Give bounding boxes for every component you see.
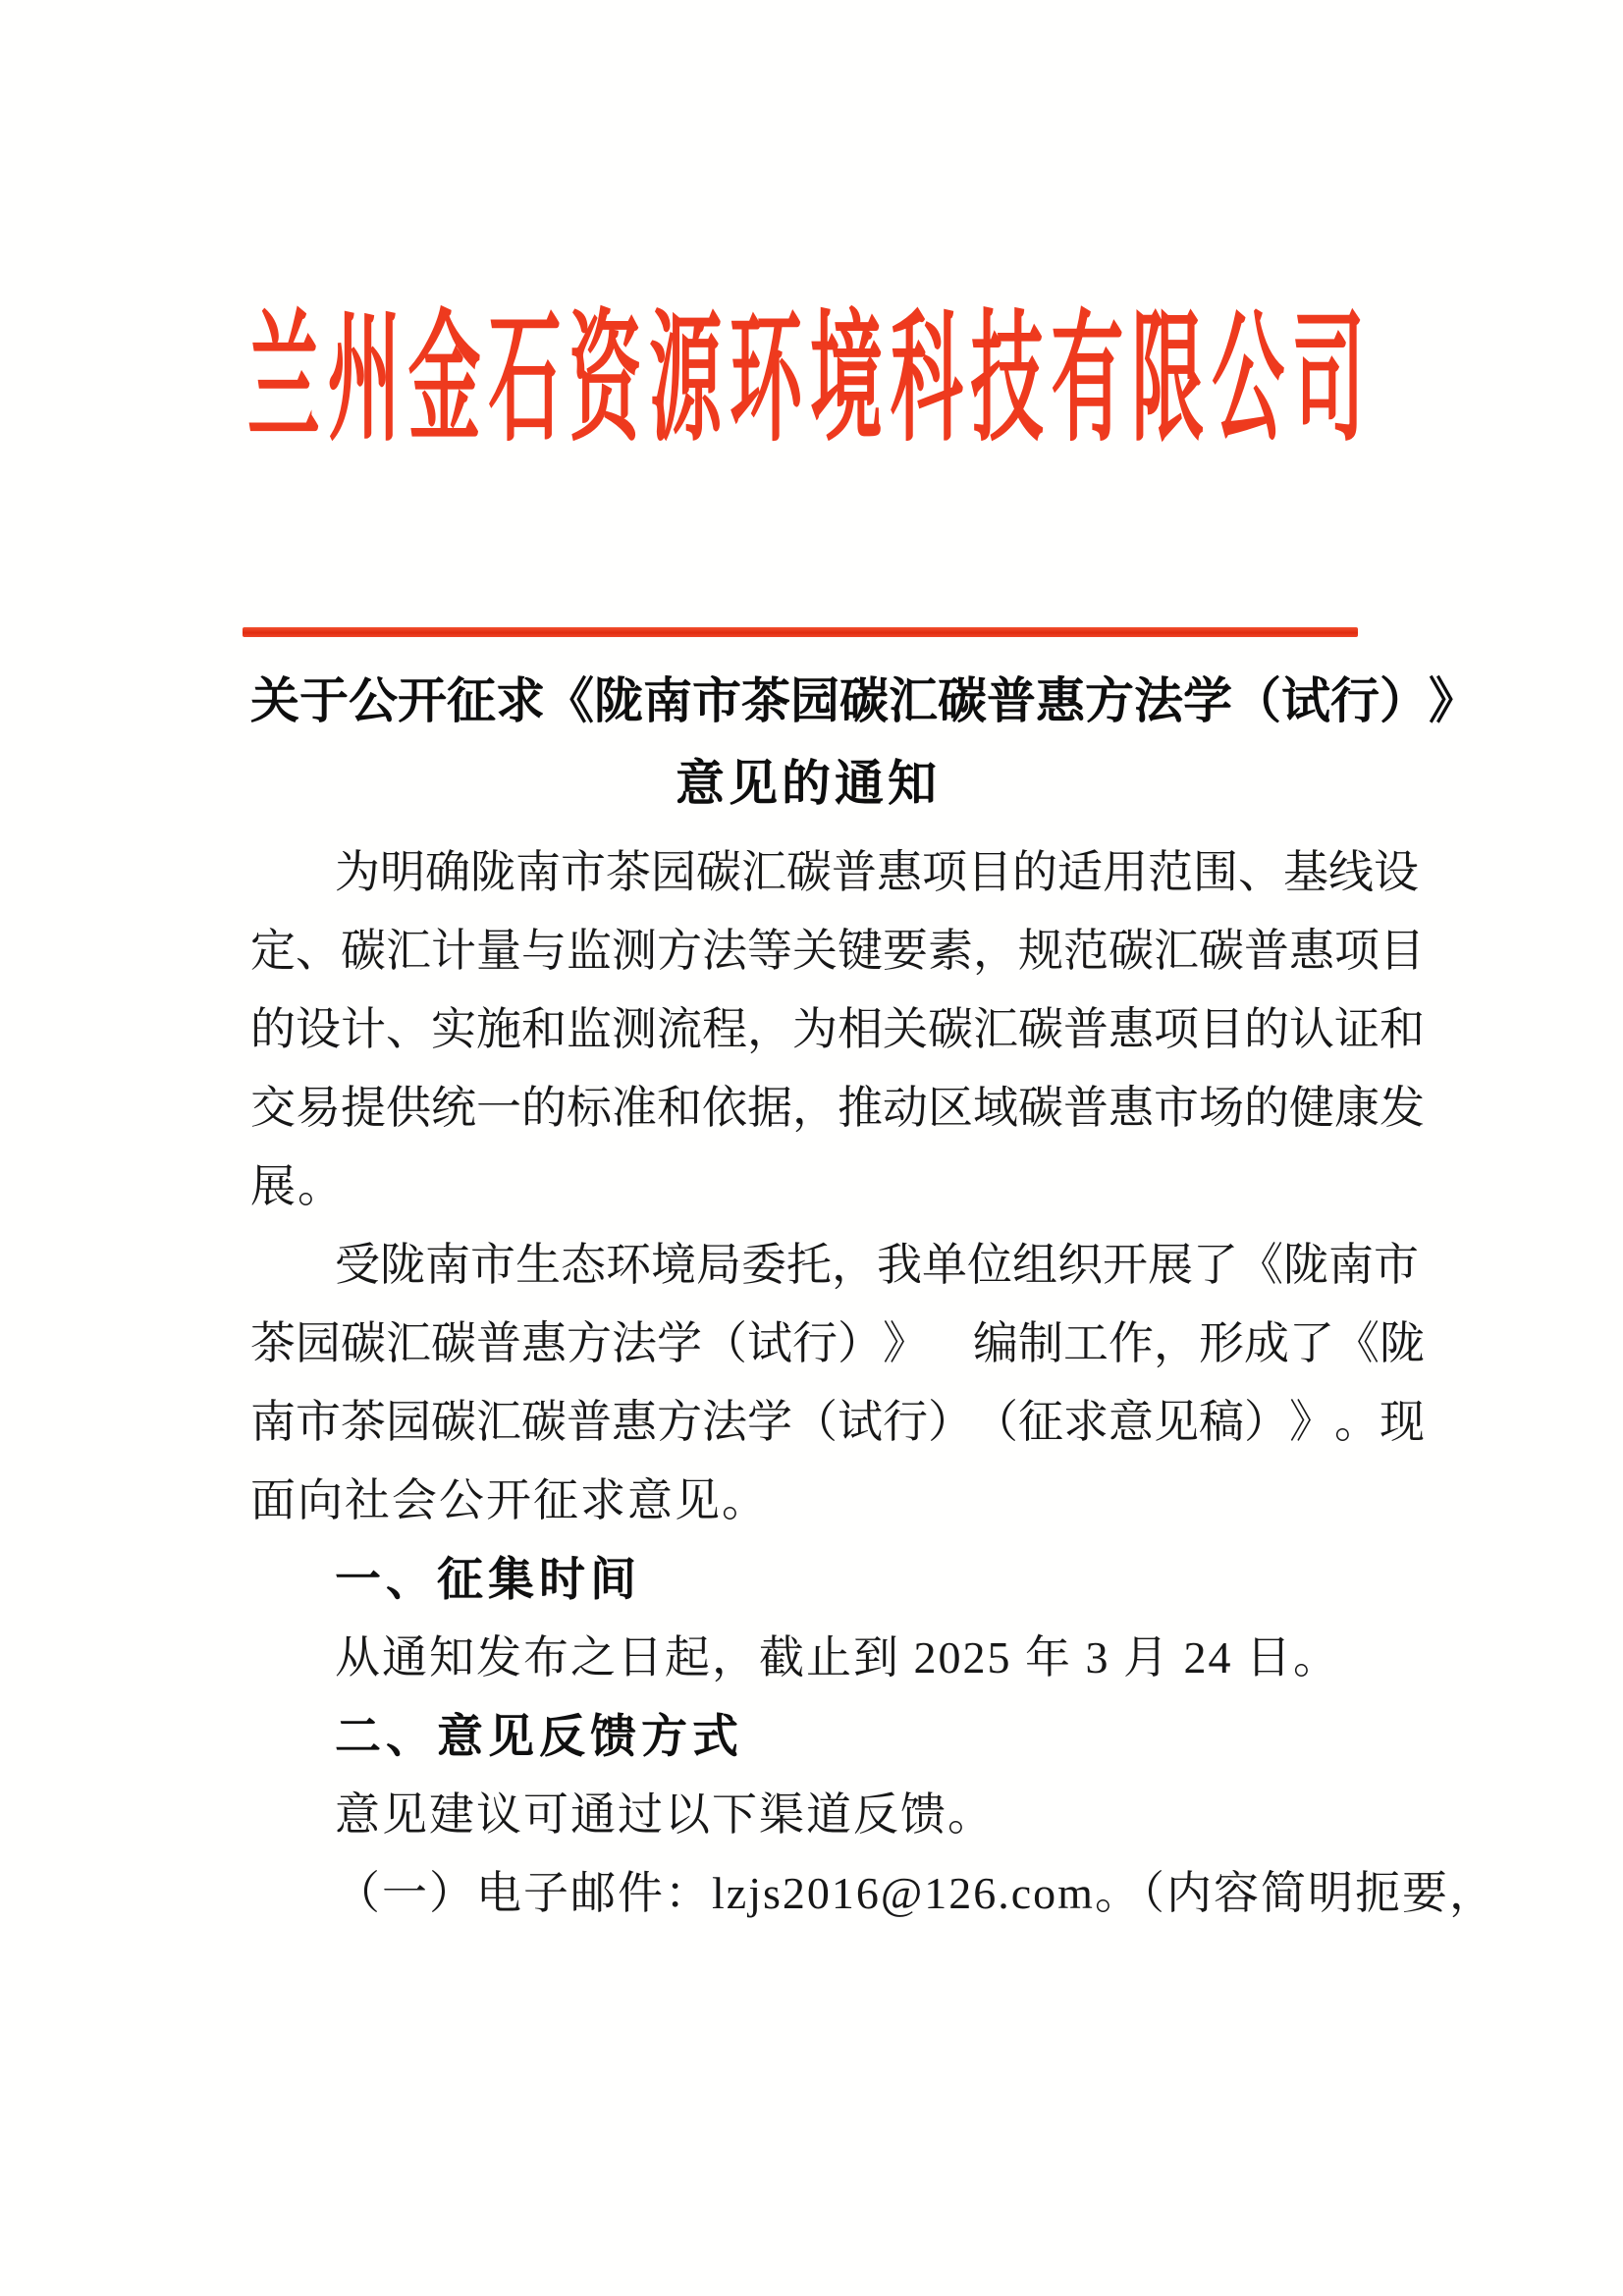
notice-body xyxy=(250,833,1496,1933)
background-paragraph-line-1: 受 陇 南 市 生 态 环 境 局 委 托 ， 我 单 位 组 织 开 展 了 《 陇 南 市 xyxy=(335,1240,1419,1290)
letterhead-divider-rule xyxy=(243,627,1358,637)
section-2-heading: 二、意见反馈方式 xyxy=(335,1710,743,1762)
section-1-heading: 一、征集时间 xyxy=(335,1553,641,1605)
email-line-prefix: （一）电子邮件： xyxy=(335,1868,712,1918)
purpose-paragraph-line-4: 交 易 提 供 统 一 的 标 准 和 依 据 ， 推 动 区 域 碳 普 惠 市 场 的 健 康 发 xyxy=(250,1083,1425,1133)
purpose-paragraph-line-1: 为 明 确 陇 南 市 茶 园 碳 汇 碳 普 惠 项 目 的 适 用 范 围 、 基 线 设 xyxy=(335,847,1419,897)
notice-title-line-2: 意见的通知 xyxy=(676,756,941,811)
background-paragraph-line-4: 面向社会公开征求意见。 xyxy=(250,1475,769,1525)
purpose-paragraph-line-2: 定 、 碳 汇 计 量 与 监 测 方 法 等 关 键 要 素 ， 规 范 碳 汇 碳 普 惠 项 目 xyxy=(250,926,1425,976)
company-letterhead xyxy=(247,294,1365,460)
collection-deadline-line: 从通知发布之日起，截止到 2025 年 3 月 24 日。 xyxy=(335,1632,1340,1682)
purpose-paragraph-line-5: 展。 xyxy=(250,1161,345,1211)
feedback-channels-line: 意见建议可通过以下渠道反馈。 xyxy=(335,1789,995,1840)
company-name: 兰 州 金 石 资 源 环 境 科 技 有 限 公 司 xyxy=(247,302,1365,460)
notice-title xyxy=(250,654,1478,827)
background-paragraph-line-3: 南 市 茶 园 碳 汇 碳 普 惠 方 法 学 （ 试 行 ） （ 征 求 意 见 稿 ） 》 。 现 xyxy=(250,1397,1425,1447)
email-line xyxy=(250,1854,1496,1933)
purpose-paragraph-line-3: 的 设 计 、 实 施 和 监 测 流 程 ， 为 相 关 碳 汇 碳 普 惠 项 目 的 认 证 和 xyxy=(250,1004,1425,1054)
notice-title-line-1: 关 于 公 开 征 求 《 陇 南 市 茶 园 碳 汇 碳 普 惠 方 法 学 （ 试 行 ） 》 xyxy=(250,673,1478,728)
background-paragraph-line-2: 茶 园 碳 汇 碳 普 惠 方 法 学 （ 试 行 ） 》 编 制 工 作 ， 形 成 了 《 陇 xyxy=(250,1318,1425,1368)
email-line-suffix: 。（内容简明扼要， xyxy=(1094,1868,1496,1918)
email-address: lzjs2016@126.com xyxy=(712,1868,1095,1918)
